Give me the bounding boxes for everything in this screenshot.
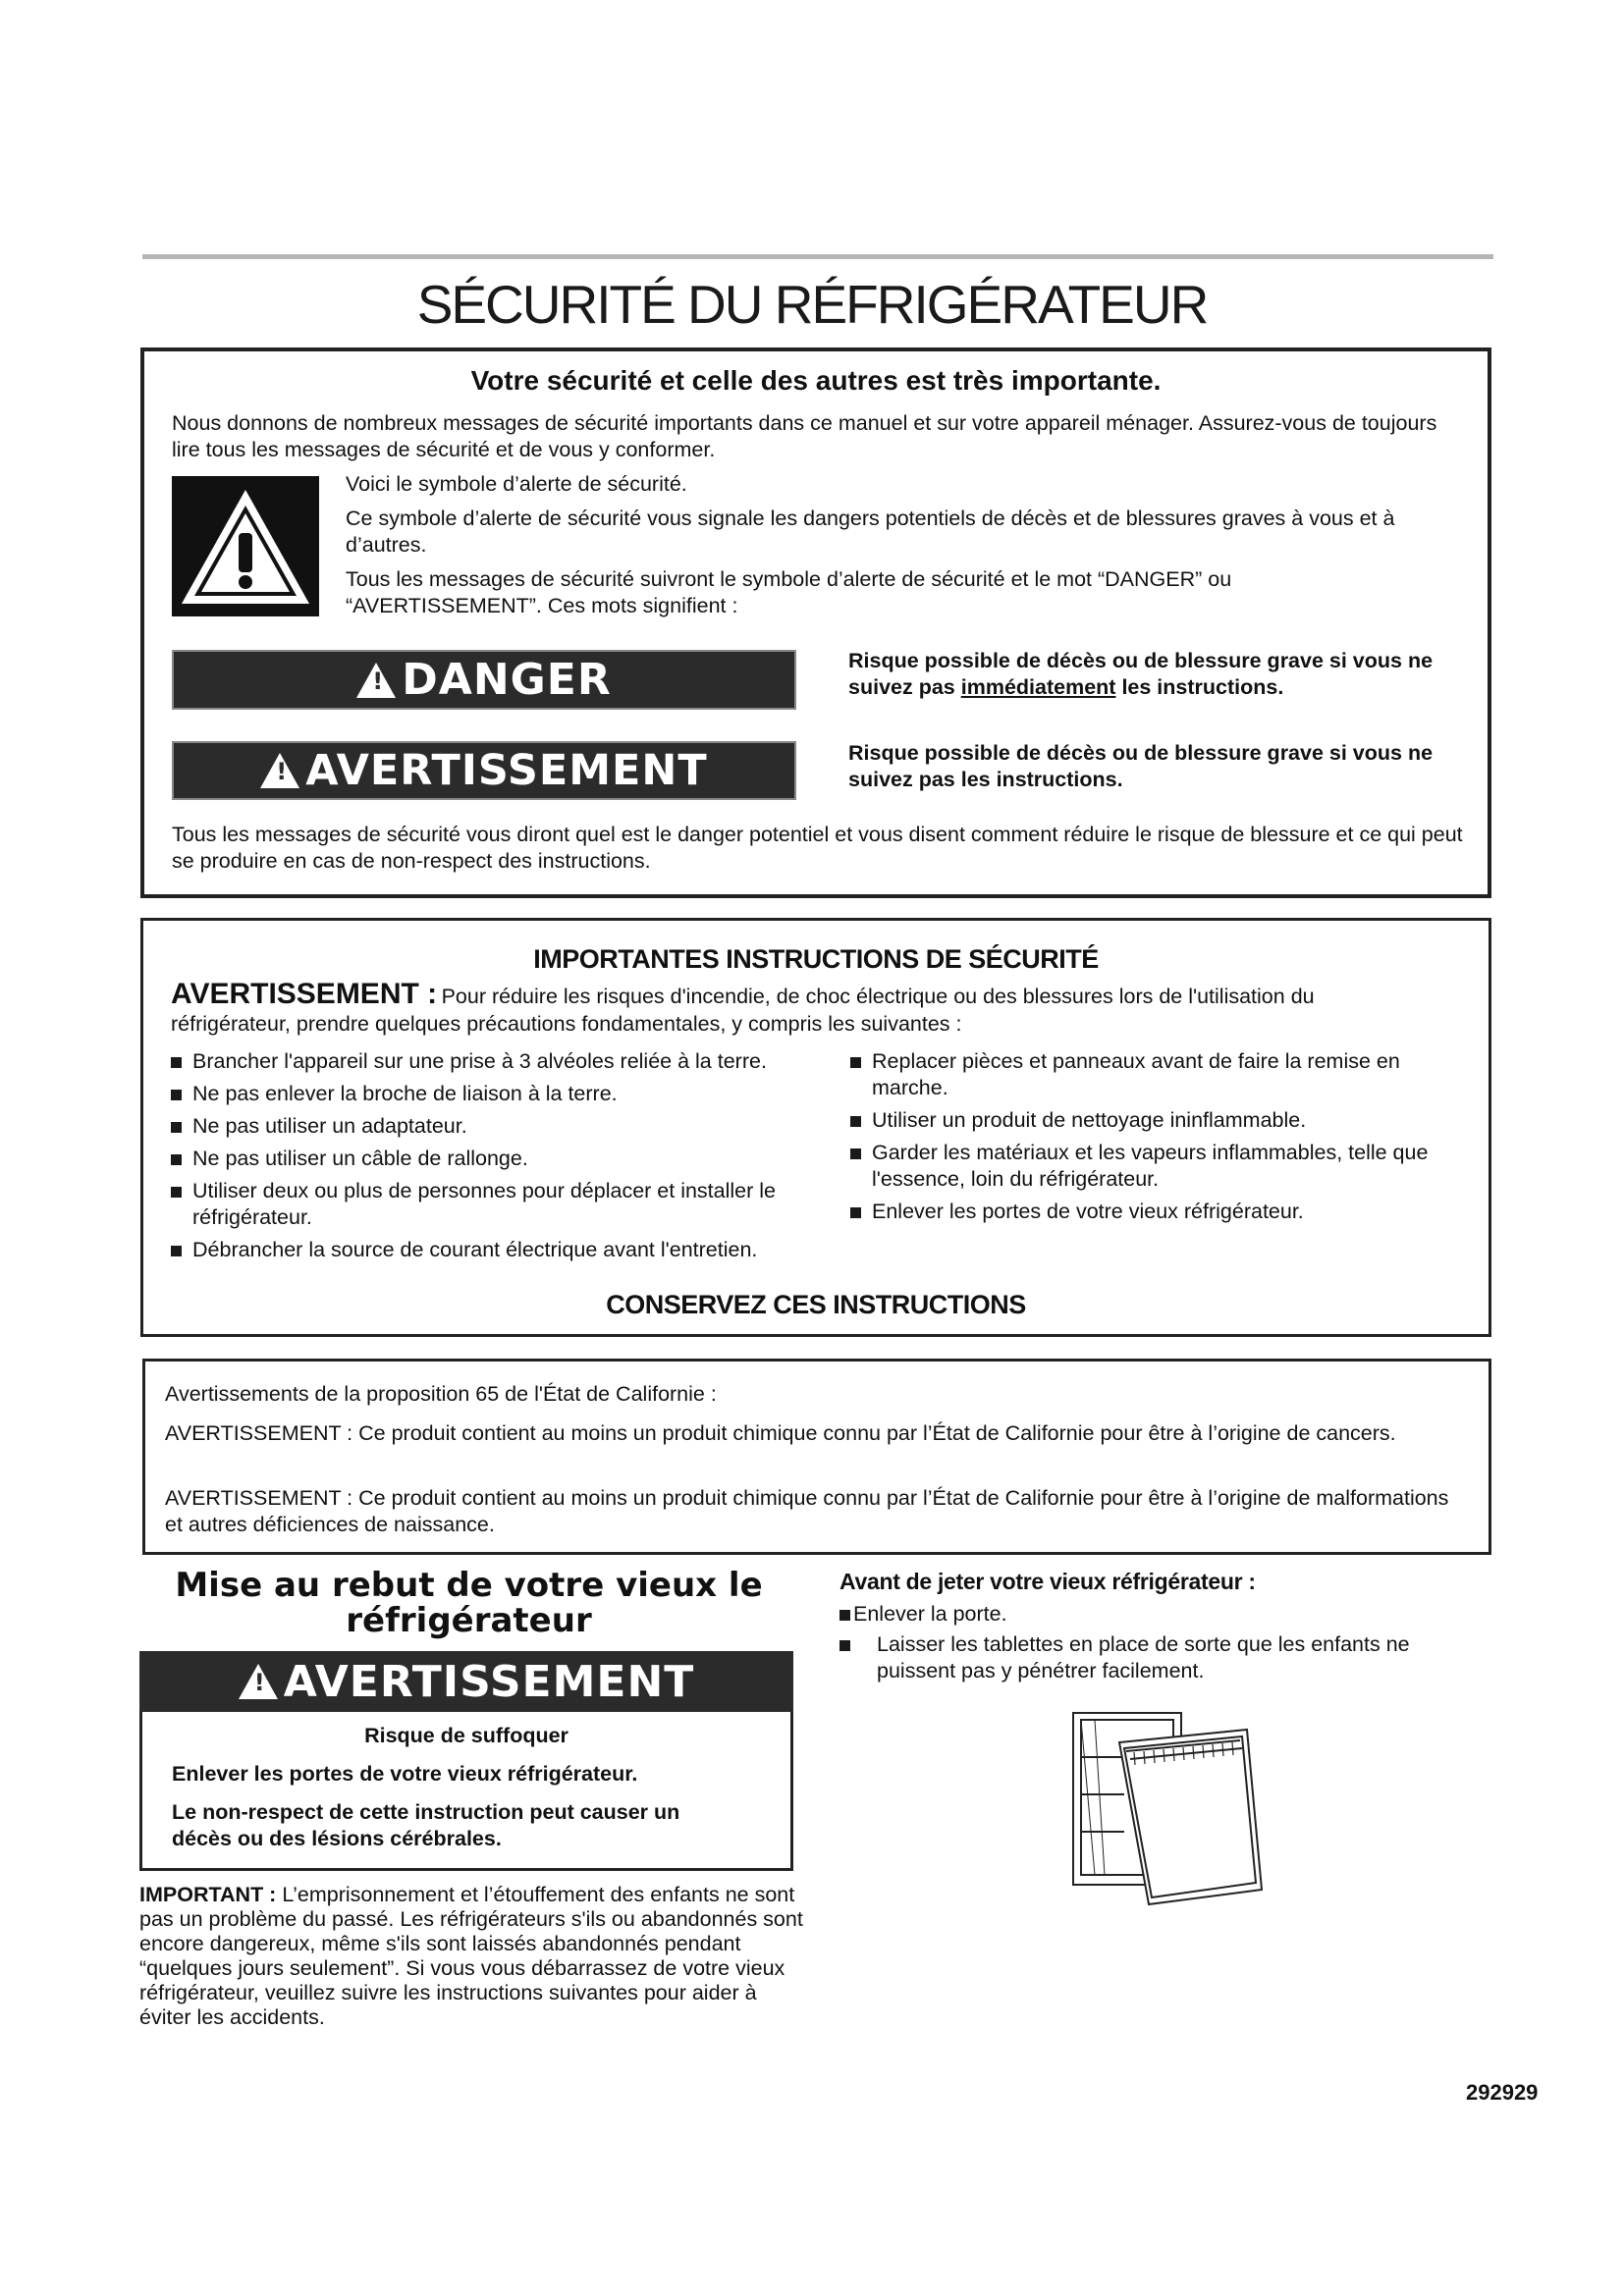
prop65-para-2: AVERTISSEMENT : Ce produit contient au moins un produit chimique connu par l’État de Californie pour être à l’origine de malformations et autres déficiences de naissance.: [165, 1486, 1449, 1536]
danger-description: [848, 648, 1487, 701]
instructions-left-list: [171, 1048, 799, 1269]
top-rule: [142, 254, 1493, 259]
danger-text-a: Risque possible de décès ou de blessure grave si vous ne suivez pas: [848, 649, 1434, 699]
bullet-icon: [839, 1610, 850, 1621]
symbol-line-3: Tous les messages de sécurité suivront le symbole d’alerte de sécurité et le mot “DANGER” ou “AVERTISSEMENT”. Ces mots signifient :: [346, 567, 1232, 617]
warning-triangle-icon: [356, 663, 396, 698]
important-text: L’emprisonnement et l’étouffement des enfants ne sont pas un problème du passé. Les réfrigérateurs s'ils ou abandonnés sont encore dangereux, même s'ils sont laissés abandonnés pendant “quelques jours seulement”. Si vous vous débarrassez de votre vieux réfrigérateur, veuillez suivre les instructions suivantes pour aider à éviter les accidents.: [139, 1883, 803, 2029]
list-item: Replacer pièces et panneaux avant de faire la remise en marche.: [850, 1048, 1469, 1101]
disposal-warning-box: [139, 1651, 793, 1871]
refrigerator-illustration: [1065, 1708, 1272, 1909]
danger-text-b: les instructions.: [1121, 675, 1284, 699]
refrigerator-door-removed-icon: [1065, 1708, 1272, 1909]
warning-signal-word: [172, 741, 796, 800]
before-discard-item-2-text: Laisser les tablettes en place de sorte que les enfants ne puissent pas y pénétrer facilement.: [877, 1632, 1410, 1682]
safety-footer: Tous les messages de sécurité vous diront quel est le danger potentiel et vous disent comment réduire le risque de blessure et ce qui peut se produire en cas de non-respect des instructions.: [172, 823, 1463, 873]
safety-alert-symbol: [172, 476, 319, 616]
before-discard-item-1: [839, 1601, 1468, 1628]
prop65-box: [142, 1359, 1491, 1555]
safety-heading: Votre sécurité et celle des autres est très importante.: [470, 365, 1162, 396]
warning-description: Risque possible de décès ou de blessure grave si vous ne suivez pas les instructions.: [848, 741, 1434, 791]
disposal-line-2: Le non-respect de cette instruction peut causer un décès ou des lésions cérébrales.: [172, 1800, 680, 1850]
before-discard-heading: Avant de jeter votre vieux réfrigérateur :: [839, 1569, 1256, 1594]
danger-signal-word: [172, 650, 796, 710]
prop65-para-1: AVERTISSEMENT : Ce produit contient au moins un produit chimique connu par l’État de Californie pour être à l’origine de cancers.: [165, 1421, 1396, 1445]
warning-triangle-icon: [260, 753, 299, 788]
instructions-box: [140, 918, 1491, 1337]
instructions-heading: IMPORTANTES INSTRUCTIONS DE SÉCURITÉ: [533, 944, 1099, 974]
bullet-icon: [839, 1640, 850, 1651]
instructions-footer: CONSERVEZ CES INSTRUCTIONS: [606, 1290, 1026, 1319]
safety-box: [140, 347, 1491, 898]
instructions-warning-text-a: Pour réduire les risques d'incendie, de choc électrique ou des blessures lors de l'utilisation du: [441, 985, 1315, 1008]
list-item: Utiliser deux ou plus de personnes pour déplacer et installer le réfrigérateur.: [171, 1178, 799, 1231]
list-item: Ne pas enlever la broche de liaison à la terre.: [171, 1081, 799, 1107]
list-item: Brancher l'appareil sur une prise à 3 alvéoles reliée à la terre.: [171, 1048, 799, 1075]
list-item: Ne pas utiliser un adaptateur.: [171, 1113, 799, 1140]
prop65-heading: Avertissements de la proposition 65 de l'État de Californie :: [165, 1382, 717, 1406]
safety-intro: Nous donnons de nombreux messages de sécurité importants dans ce manuel et sur votre appareil ménager. Assurez-vous de toujours lire tous les messages de sécurité et de vous y conformer.: [172, 411, 1437, 461]
list-item: Ne pas utiliser un câble de rallonge.: [171, 1146, 799, 1172]
list-item: Débrancher la source de courant électrique avant l'entretien.: [171, 1237, 799, 1263]
instructions-warning-word: AVERTISSEMENT :: [171, 978, 438, 1010]
danger-text-emph: immédiatement: [960, 675, 1116, 699]
instructions-warning: [171, 978, 1467, 1038]
list-item: Utiliser un produit de nettoyage ininflammable.: [850, 1107, 1469, 1134]
page-title: SÉCURITÉ DU RÉFRIGÉRATEUR: [416, 274, 1208, 335]
disposal-warning-signal: [139, 1651, 793, 1712]
instructions-right-list: [850, 1048, 1469, 1231]
disposal-important: [139, 1883, 807, 2030]
disposal-warning-label: AVERTISSEMENT: [283, 1656, 695, 1707]
important-label: IMPORTANT :: [139, 1883, 277, 1906]
symbol-line-2: Ce symbole d’alerte de sécurité vous signale les dangers potentiels de décès et de blessures graves à vous et à d’autres.: [346, 507, 1395, 557]
instructions-warning-text-b: réfrigérateur, prendre quelques précautions fondamentales, y compris les suivantes :: [171, 1012, 962, 1036]
before-discard-item-1-text: Enlever la porte.: [853, 1602, 1007, 1626]
warning-triangle-icon: [239, 1664, 278, 1699]
list-item: Enlever les portes de votre vieux réfrigérateur.: [850, 1199, 1469, 1225]
warning-label: AVERTISSEMENT: [305, 746, 708, 795]
disposal-line-1: Enlever les portes de votre vieux réfrigérateur.: [172, 1762, 638, 1786]
document-number: 292929: [1466, 2080, 1539, 2105]
symbol-line-1: Voici le symbole d’alerte de sécurité.: [346, 472, 687, 496]
danger-label: DANGER: [402, 655, 612, 705]
alert-triangle-icon: [172, 476, 319, 616]
disposal-heading: Mise au rebut de votre vieux le réfrigérateur: [175, 1566, 763, 1640]
list-item: Garder les matériaux et les vapeurs inflammables, telle que l'essence, loin du réfrigérateur.: [850, 1140, 1469, 1193]
disposal-risk: Risque de suffoquer: [364, 1724, 568, 1747]
before-discard-item-2: [839, 1631, 1458, 1684]
